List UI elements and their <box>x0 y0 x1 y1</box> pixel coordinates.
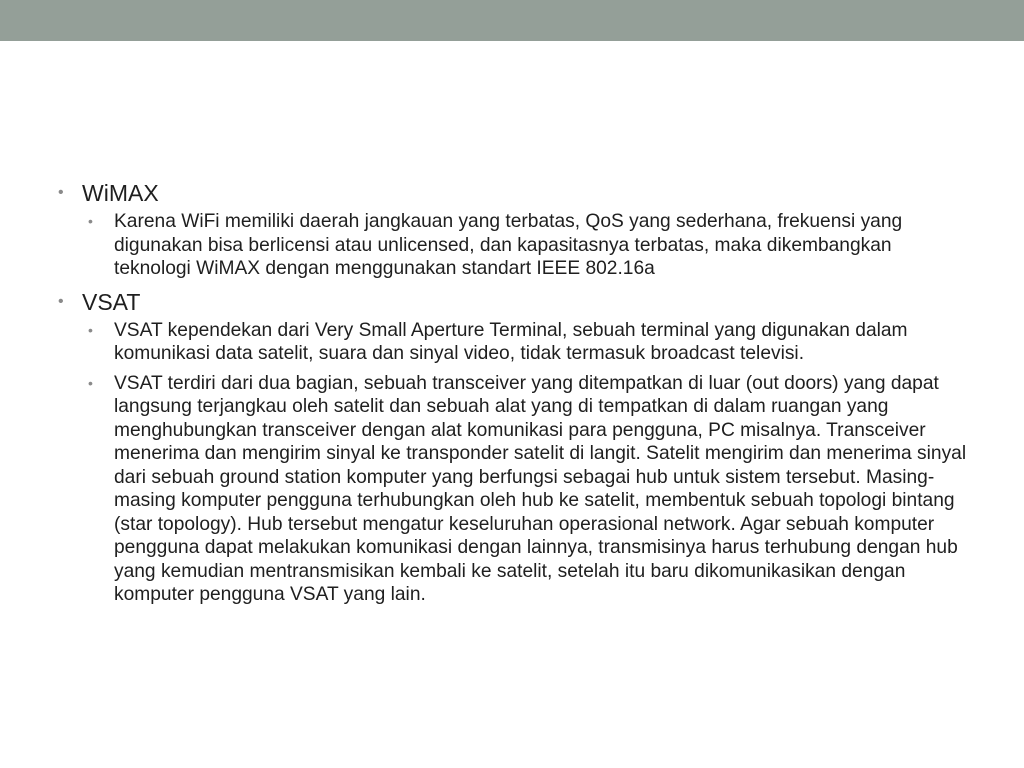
bullet-wimax <box>58 178 968 208</box>
sub-bullet-dot: • <box>88 374 93 391</box>
slide-header-band <box>0 0 1024 41</box>
bullet-wimax-title: WiMAX <box>82 180 159 206</box>
bullet-dot: • <box>58 292 64 310</box>
bullet-dot: • <box>58 184 64 201</box>
vsat-subitem <box>58 319 968 366</box>
sub-bullet-dot: • <box>88 213 93 229</box>
vsat-subitems <box>58 319 968 607</box>
vsat-subitem <box>58 372 968 607</box>
wimax-subitem <box>58 210 968 281</box>
bullet-vsat <box>58 287 968 317</box>
vsat-subitem-text: VSAT terdiri dari dua bagian, sebuah transceiver yang ditempatkan di luar (out doors) yang dapat langsung terjangkau oleh satelit dan sebuah alat yang di tempatkan di dalam ruangan yang menghubungkan transceiver dengan alat komunikasi para pengguna, PC misalnya. Transceiver menerima dan mengirim sinyal ke transponder satelit di langit. Satelit mengirim dan menerima sinyal dari sebuah ground station komputer yang berfungsi sebagai hub untuk sistem tersebut. Masing-masing komputer pengguna terhubungkan oleh hub ke satelit, membentuk sebuah topologi bintang (star topology). Hub tersebut mengatur keseluruhan operasional network. Agar sebuah komputer pengguna dapat melakukan komunikasi dengan lainnya, transmisinya harus terhubung dengan hub yang kemudian mentransmisikan kembali ke satelit, setelah itu baru dikomunikasikan dengan komputer pengguna VSAT yang lain. <box>114 372 967 605</box>
wimax-subitem-text: Karena WiFi memiliki daerah jangkauan yang terbatas, QoS yang sederhana, frekuensi yang digunakan bisa berlicensi atau unlicensed, dan kapasitasnya terbatas, maka dikembangkan teknologi WiMAX dengan menggunakan standart IEEE 802.16a <box>114 211 903 279</box>
bullet-vsat-title: VSAT <box>82 288 141 315</box>
slide-content <box>58 178 968 613</box>
vsat-subitem-text: VSAT kependekan dari Very Small Aperture Terminal, sebuah terminal yang digunakan dalam komunikasi data satelit, suara dan sinyal video, tidak termasuk broadcast televisi. <box>114 319 908 364</box>
wimax-subitems <box>58 210 968 281</box>
sub-bullet-dot: • <box>88 321 93 338</box>
